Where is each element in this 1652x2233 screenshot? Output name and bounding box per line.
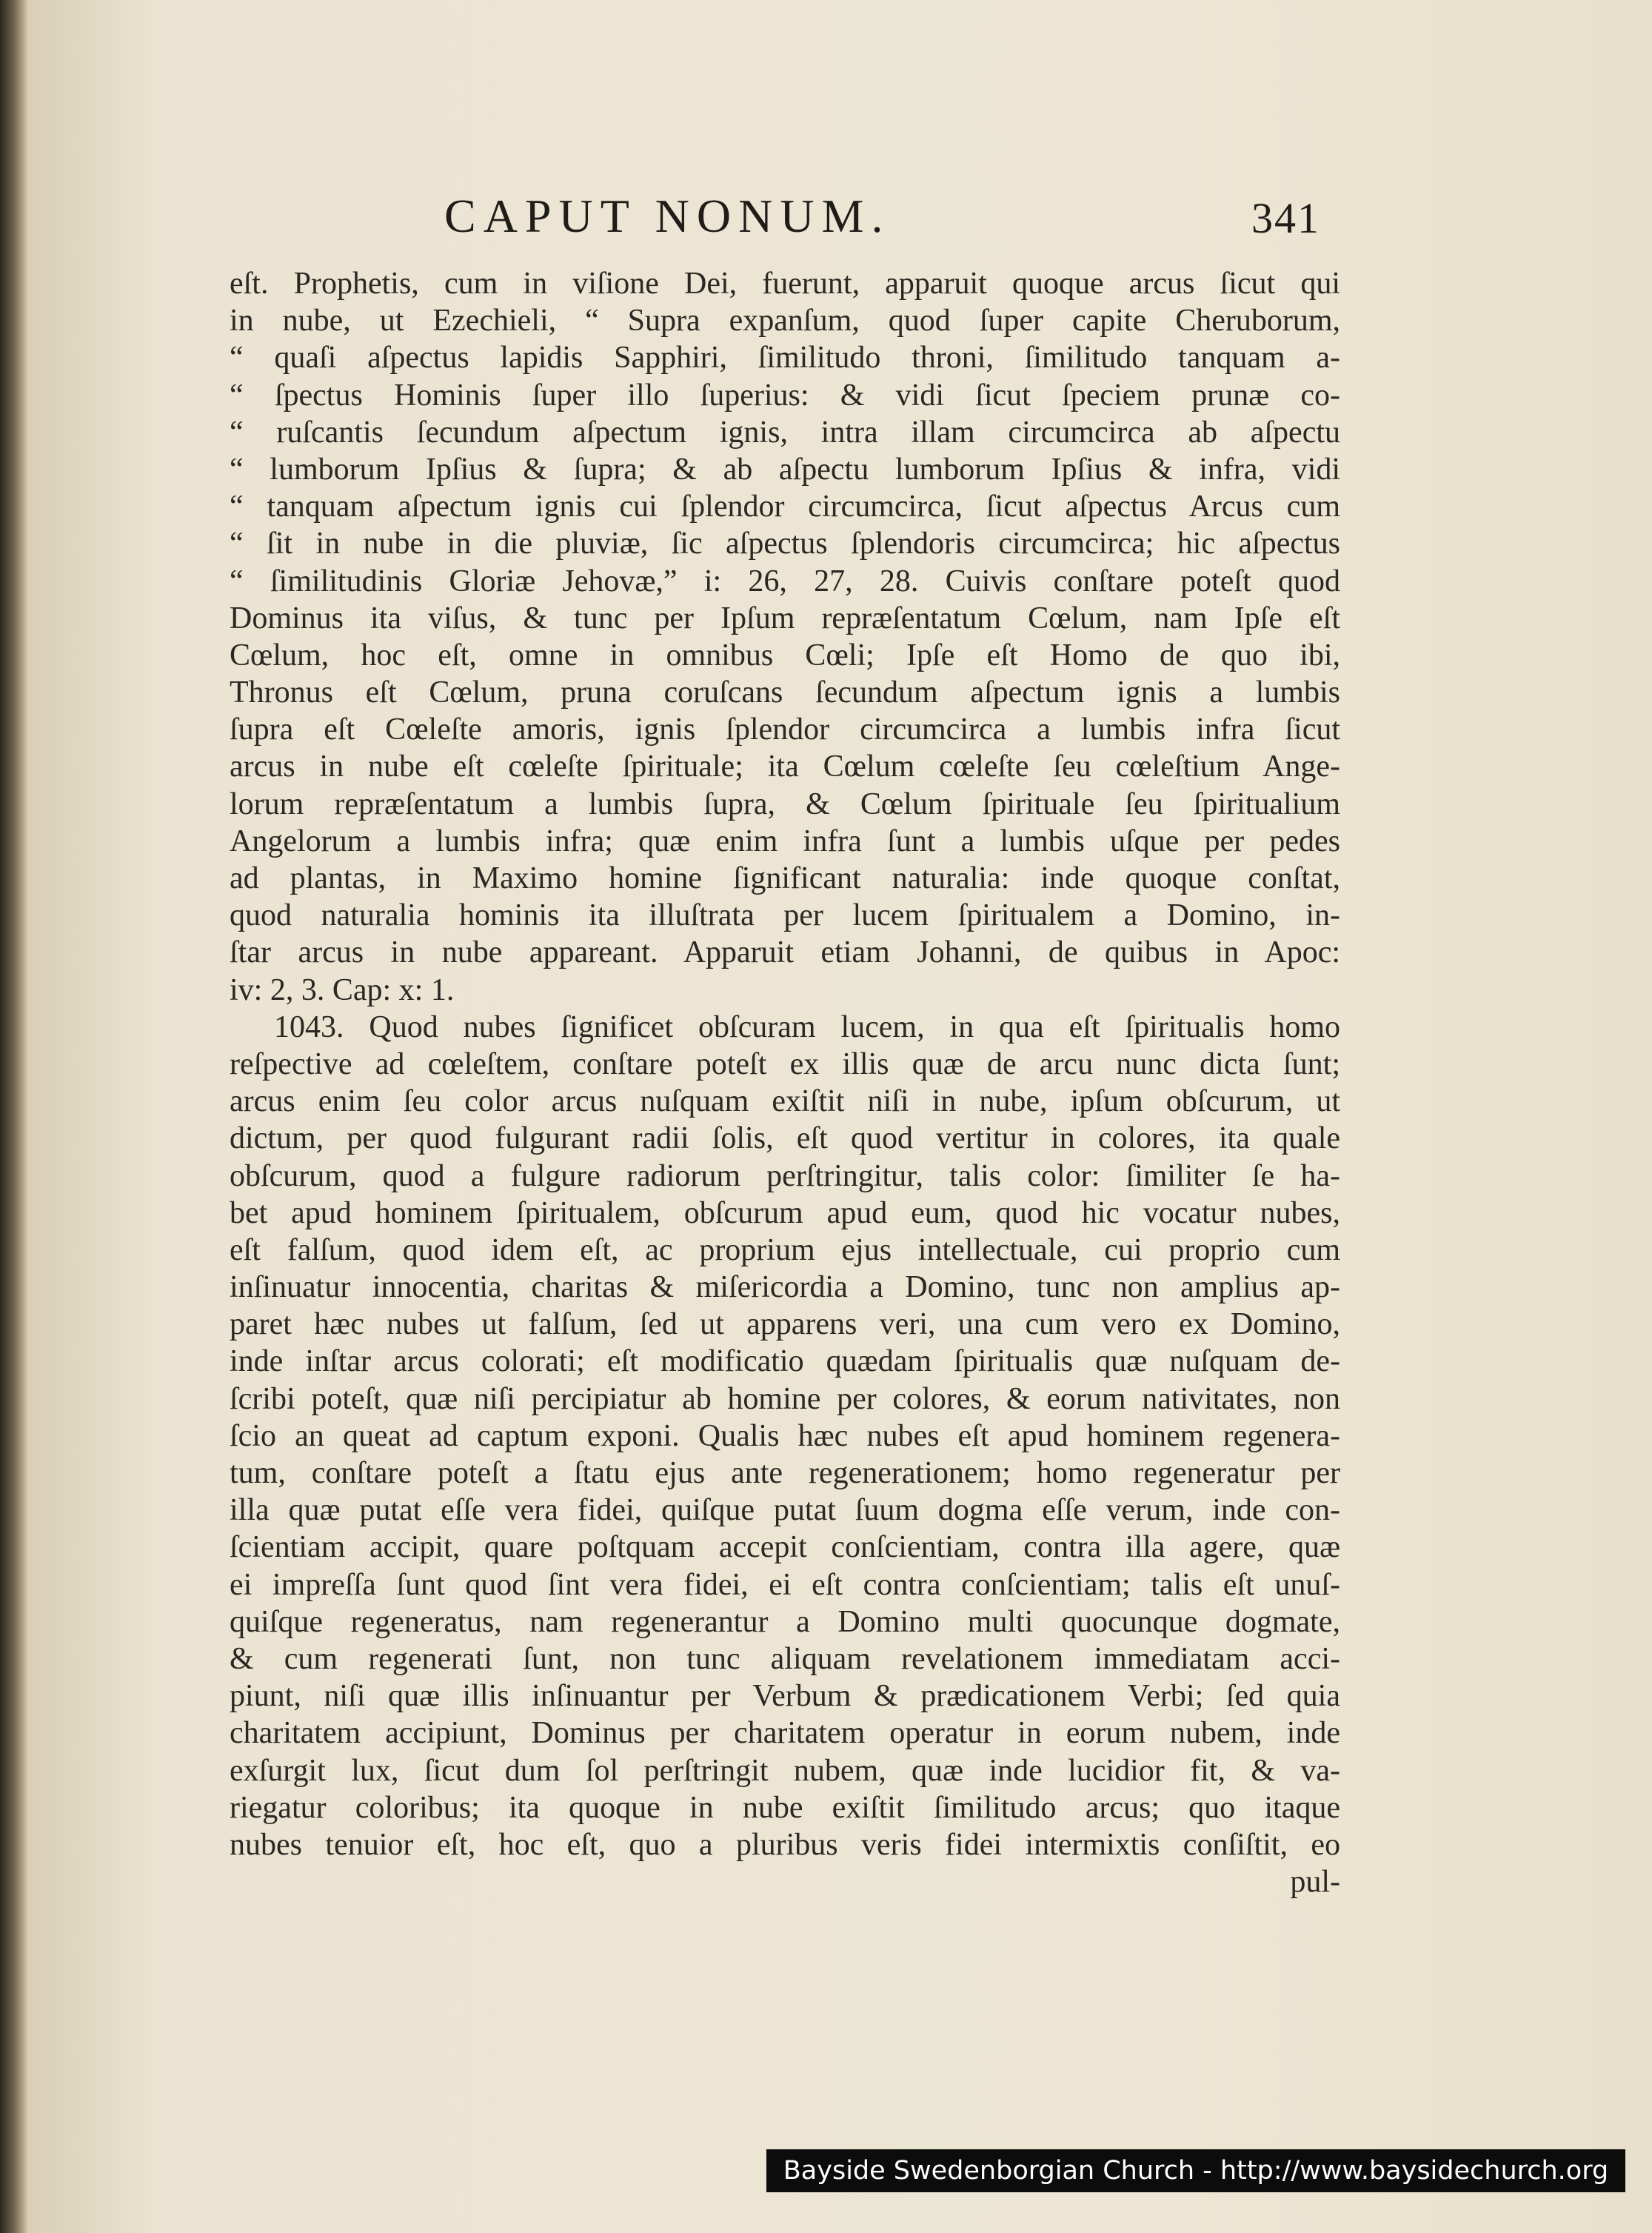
book-gutter	[0, 0, 30, 2233]
text-line: ſcribi poteſt, quæ niſi percipiatur ab homine per colores, & eorum nativitates, non	[230, 1381, 1340, 1416]
text-line: paret hæc nubes ut falſum, ſed ut apparens veri, una cum vero ex Domino,	[230, 1307, 1340, 1342]
text-line: riegatur coloribus; ita quoque in nube exiſtit ſimilitudo arcus; quo itaque	[230, 1790, 1340, 1825]
text-line: “ ruſcantis ſecundum aſpectum ignis, intra illam circumcirca ab aſpectu	[230, 415, 1340, 450]
page-number: 341	[1251, 194, 1320, 242]
text-line: quod naturalia hominis ita illuſtrata per lucem ſpiritualem a Domino, in-	[230, 898, 1340, 933]
text-line: charitatem accipiunt, Dominus per charitatem operatur in eorum nubem, inde	[230, 1716, 1340, 1751]
body-text	[230, 265, 1340, 1900]
text-line: “ ſimilitudinis Gloriæ Jehovæ,” i: 26, 27, 28. Cuivis conſtare poteſt quod	[230, 564, 1340, 598]
text-line: lorum repræſentatum a lumbis ſupra, & Cœlum ſpirituale ſeu ſpiritualium	[230, 787, 1340, 821]
text-line: inſinuatur innocentia, charitas & miſericordia a Domino, tunc non amplius ap-	[230, 1270, 1340, 1305]
text-line: arcus in nube eſt cœleſte ſpirituale; ita Cœlum cœleſte ſeu cœleſtium Ange-	[230, 750, 1340, 784]
text-line: iv: 2, 3. Cap: x: 1.	[230, 972, 455, 1007]
text-line: nubes tenuior eſt, hoc eſt, quo a pluribus veris fidei intermixtis conſiſtit, eo	[230, 1827, 1340, 1862]
text-line: ad plantas, in Maximo homine ſignificant naturalia: inde quoque conſtat,	[230, 861, 1340, 895]
text-line: in nube, ut Ezechieli, “ Supra expanſum, quod ſuper capite Cheruborum,	[230, 304, 1340, 338]
text-line: “ lumborum Ipſius & ſupra; & ab aſpectu lumborum Ipſius & infra, vidi	[230, 452, 1340, 487]
catchword: pul-	[1290, 1865, 1340, 1900]
running-head: CAPUT NONUM.	[444, 190, 891, 242]
watermark-banner: Bayside Swedenborgian Church - http://www.baysidechurch.org	[766, 2149, 1625, 2192]
text-line: ſupra eſt Cœleſte amoris, ignis ſplendor circumcirca a lumbis infra ſicut	[230, 712, 1340, 747]
text-line: arcus enim ſeu color arcus nuſquam exiſtit niſi in nube, ipſum obſcurum, ut	[230, 1084, 1340, 1119]
page-header	[0, 189, 1652, 248]
text-line: eſt falſum, quod idem eſt, ac proprium ejus intellectuale, cui proprio cum	[230, 1232, 1340, 1267]
text-line: ſcientiam accipit, quare poſtquam accepit conſcientiam, contra illa agere, quæ	[230, 1530, 1340, 1565]
text-line: Angelorum a lumbis infra; quæ enim infra ſunt a lumbis uſque per pedes	[230, 824, 1340, 858]
text-line: quiſque regeneratus, nam regenerantur a Domino multi quocunque dogmate,	[230, 1604, 1340, 1639]
text-line: obſcurum, quod a fulgure radiorum perſtringitur, talis color: ſimiliter ſe ha-	[230, 1158, 1340, 1193]
text-line: Cœlum, hoc eſt, omne in omnibus Cœli; Ipſe eſt Homo de quo ibi,	[230, 638, 1340, 672]
text-line: ſcio an queat ad captum exponi. Qualis hæc nubes eſt apud hominem regenera-	[230, 1418, 1340, 1453]
text-line: 1043. Quod nubes ſignificet obſcuram lucem, in qua eſt ſpiritualis homo	[274, 1009, 1340, 1044]
text-line: inde inſtar arcus colorati; eſt modificatio quædam ſpiritualis quæ nuſquam de-	[230, 1344, 1340, 1379]
text-line: “ ſpectus Hominis ſuper illo ſuperius: & vidi ſicut ſpeciem prunæ co-	[230, 378, 1340, 413]
text-line: bet apud hominem ſpiritualem, obſcurum apud eum, quod hic vocatur nubes,	[230, 1195, 1340, 1230]
text-line: dictum, per quod fulgurant radii ſolis, eſt quod vertitur in colores, ita quale	[230, 1121, 1340, 1156]
text-line: piunt, niſi quæ illis inſinuantur per Verbum & prædicationem Verbi; ſed quia	[230, 1679, 1340, 1714]
text-line: & cum regenerati ſunt, non tunc aliquam revelationem immediatam acci-	[230, 1641, 1340, 1676]
text-line: Dominus ita viſus, & tunc per Ipſum repræſentatum Cœlum, nam Ipſe eſt	[230, 601, 1340, 635]
text-line: Thronus eſt Cœlum, pruna coruſcans ſecundum aſpectum ignis a lumbis	[230, 675, 1340, 710]
text-line: “ ſit in nube in die pluviæ, ſic aſpectus ſplendoris circumcirca; hic aſpectus	[230, 527, 1340, 561]
text-line: “ tanquam aſpectum ignis cui ſplendor circumcirca, ſicut aſpectus Arcus cum	[230, 490, 1340, 524]
text-line: ſtar arcus in nube appareant. Apparuit etiam Johanni, de quibus in Apoc:	[230, 935, 1340, 970]
text-line: tum, conſtare poteſt a ſtatu ejus ante regenerationem; homo regeneratur per	[230, 1456, 1340, 1490]
text-line: “ quaſi aſpectus lapidis Sapphiri, ſimilitudo throni, ſimilitudo tanquam a-	[230, 341, 1340, 375]
text-line: illa quæ putat eſſe vera fidei, quiſque putat ſuum dogma eſſe verum, inde con-	[230, 1493, 1340, 1528]
text-line: ei impreſſa ſunt quod ſint vera fidei, ei eſt contra conſcientiam; talis eſt unuſ-	[230, 1567, 1340, 1602]
text-line: reſpective ad cœleſtem, conſtare poteſt ex illis quæ de arcu nunc dicta ſunt;	[230, 1047, 1340, 1081]
text-line: exſurgit lux, ſicut dum ſol perſtringit nubem, quæ inde lucidior fit, & va-	[230, 1753, 1340, 1788]
text-line: eſt. Prophetis, cum in viſione Dei, fuerunt, apparuit quoque arcus ſicut qui	[230, 267, 1340, 301]
